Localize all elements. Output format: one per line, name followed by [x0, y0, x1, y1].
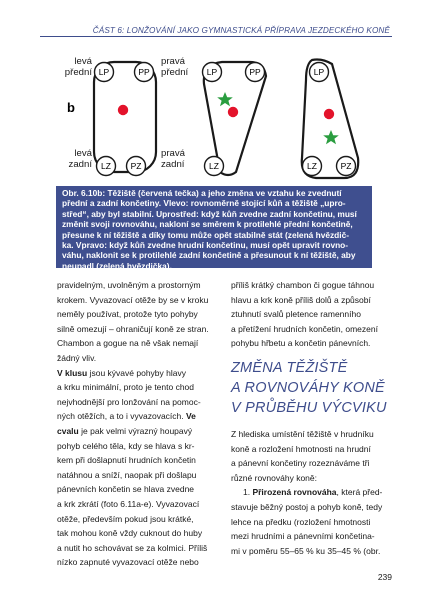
caption-line: Obr. 6.10b: Těžiště (červená tečka) a jeho změna ve vztahu ke zvednutí	[62, 188, 342, 198]
label-left-front	[52, 57, 92, 78]
text-line: pohybu hřbetu a končetin pánevních.	[231, 338, 371, 349]
leg-label-lz: LZ	[307, 161, 317, 171]
text-line-prirozena	[231, 485, 401, 500]
text-line: a pánevní končetiny rozeznáváme tři	[231, 458, 370, 469]
label-right-front	[161, 57, 188, 78]
green-star-icon	[323, 130, 339, 144]
leg-label-pp: PP	[249, 67, 261, 77]
text-fragment: ných otěžích, a to i vyvazovacích.	[57, 411, 186, 422]
label-line: levá	[74, 56, 92, 67]
header-rule	[40, 36, 392, 37]
figure-caption	[56, 186, 372, 271]
label-line: levá	[74, 148, 92, 159]
label-line: zadní	[68, 158, 92, 170]
label-line: pravá	[161, 56, 185, 67]
label-line: zadní	[161, 158, 185, 170]
text-line: koně a rozložení hmotnosti na hrudní	[231, 443, 371, 454]
caption-line: přesune k ní těžiště a díky tomu může opět stabilně stát (zelená hvězdič-	[62, 229, 350, 240]
center-of-gravity-dot	[118, 105, 128, 115]
text-line-klus	[57, 366, 219, 381]
text-line: Z hlediska umístění těžiště v hrudníku	[231, 429, 374, 439]
text-line: a krku minimální, proto je tento chod	[57, 382, 195, 393]
leg-label-lz: LZ	[209, 161, 219, 171]
text-line: natáhnou a sníží, naopak při došlapu	[57, 469, 197, 480]
bold-term: cvalu	[57, 425, 79, 436]
caption-line: střed“, aby byl stabilní. Uprostřed: když kůň zvedne zadní končetinu, musí	[62, 208, 357, 219]
text-line: krokem. Vyvazovací otěže by se v kroku	[57, 294, 209, 305]
caption-line: váhu, naklonit se k protilehlé zadní končetině a přesunout k ní těžiště, aby	[62, 250, 356, 261]
leg-label-pz: PZ	[340, 161, 352, 171]
text-line: hlavu a krk koně příliš dolů a způsobí	[231, 294, 371, 305]
heading-line: A ROVNOVÁHY KONĚ	[231, 380, 385, 396]
text-line: mezi hrudními a pánevními končetina-	[231, 531, 375, 542]
text-line: mi v poměru 55–65 % ku 35–45 % (obr.	[231, 545, 381, 556]
right-text-column-bottom	[231, 427, 401, 558]
caption-line: ka. Vpravo: když kůň zvedne hrudní končetinu, musí opět upravit rovno-	[62, 240, 349, 251]
label-left-rear	[52, 149, 92, 170]
leg-label-lp: LP	[313, 67, 325, 77]
text-line: ztuhnutí svalů pletence ramenního	[231, 309, 361, 320]
page-number: 239	[377, 572, 392, 582]
caption-line: změnit svoji rovnováhu, nakloní se směrem k protilehlé přední končetině,	[62, 219, 353, 230]
bold-term: Ve	[185, 411, 196, 422]
text-line: a nutit ho schovávat se za kolmici. Příliš	[57, 542, 208, 553]
leg-label-lp: LP	[206, 67, 218, 77]
text-line: Chambon a gogue na ně však nemají	[57, 338, 199, 349]
leg-label-lz: LZ	[101, 161, 111, 171]
caption-line: přední a zadní končetiny. Vlevo: rovnoměrně stojící kůň a těžiště „upro-	[62, 198, 346, 209]
leg-label-pp: PP	[138, 67, 150, 77]
bold-term: Přirozená rovnováha	[252, 487, 337, 498]
heading-line: V PRŮBĚHU VÝCVIKU	[231, 400, 387, 416]
label-right-rear	[161, 149, 185, 170]
text-line: a krk zkrátí (foto 6.11a-e). Vyvazovací	[57, 498, 200, 509]
text-line: silně omezují – ohraničují koně ze stran.	[57, 323, 209, 334]
caption-line: neupadl (zelená hvězdička).	[62, 260, 172, 271]
label-line: přední	[161, 66, 189, 78]
text-line: nejvhodnější pro lonžování na pomoc-	[57, 396, 201, 407]
text-line: žádný vliv.	[57, 352, 97, 363]
text-line-ve	[57, 409, 219, 424]
text-line: pravidelným, uvolněným a prostorným	[57, 280, 201, 290]
text-line: různé rovnováhy koně:	[231, 472, 317, 483]
right-text-column-top	[231, 278, 393, 351]
text-line: lehce na předku (rozložení hmotnosti	[231, 516, 371, 527]
horse-middle-hind-lifted	[203, 62, 267, 176]
text-line: pohyb celého těla, kdy se hlava s kr-	[57, 440, 195, 451]
figure-6-10b	[40, 40, 392, 185]
text-line: nízko zapnuté vyvazovací otěže nebo	[57, 557, 199, 568]
horse-left-standing	[94, 62, 156, 176]
text-line: příliš krátký chambon či gogue táhnou	[231, 280, 375, 290]
text-line: pánevních končetin se hlava zvedne	[57, 484, 195, 495]
label-line: přední	[64, 66, 92, 78]
text-line: neměly používat, protože tyto pohyby	[57, 309, 198, 320]
text-fragment: je pak velmi výrazný houpavý	[78, 425, 193, 436]
text-line: otěže, především pokud jsou krátké,	[57, 513, 194, 524]
leg-label-pz: PZ	[130, 161, 142, 171]
horse-right-front-lifted	[302, 60, 358, 179]
text-line: stavuje běžný postoj a pohyb koně, tedy	[231, 501, 383, 512]
text-line-cvalu	[57, 424, 219, 439]
text-fragment: 1.	[243, 487, 253, 498]
text-line: tak mohou koně vždy cuknout do huby	[57, 528, 203, 539]
label-line: pravá	[161, 148, 185, 159]
green-star-icon	[217, 92, 233, 106]
text-line: kem při došlapnutí hrudních končetin	[57, 455, 196, 466]
text-line: a přetížení hrudních končetin, omezení	[231, 323, 378, 334]
bold-term: V klusu	[57, 367, 88, 378]
text-fragment: , která před-	[336, 487, 383, 498]
text-fragment: jsou kývavé pohyby hlavy	[87, 367, 186, 378]
leg-label-lp: LP	[98, 67, 110, 77]
center-of-gravity-dot	[324, 109, 334, 119]
balance-diagram	[40, 40, 392, 185]
center-of-gravity-dot	[228, 107, 238, 117]
heading-line: ZMĚNA TĚŽIŠTĚ	[231, 360, 348, 376]
section-heading	[231, 358, 401, 418]
running-header: ČÁST 6: LONŽOVÁNÍ JAKO GYMNASTICKÁ PŘÍPRAVA JEZDECKÉHO KONĚ	[92, 26, 390, 35]
figure-panel-letter: b	[67, 100, 75, 115]
left-text-column	[57, 278, 219, 570]
